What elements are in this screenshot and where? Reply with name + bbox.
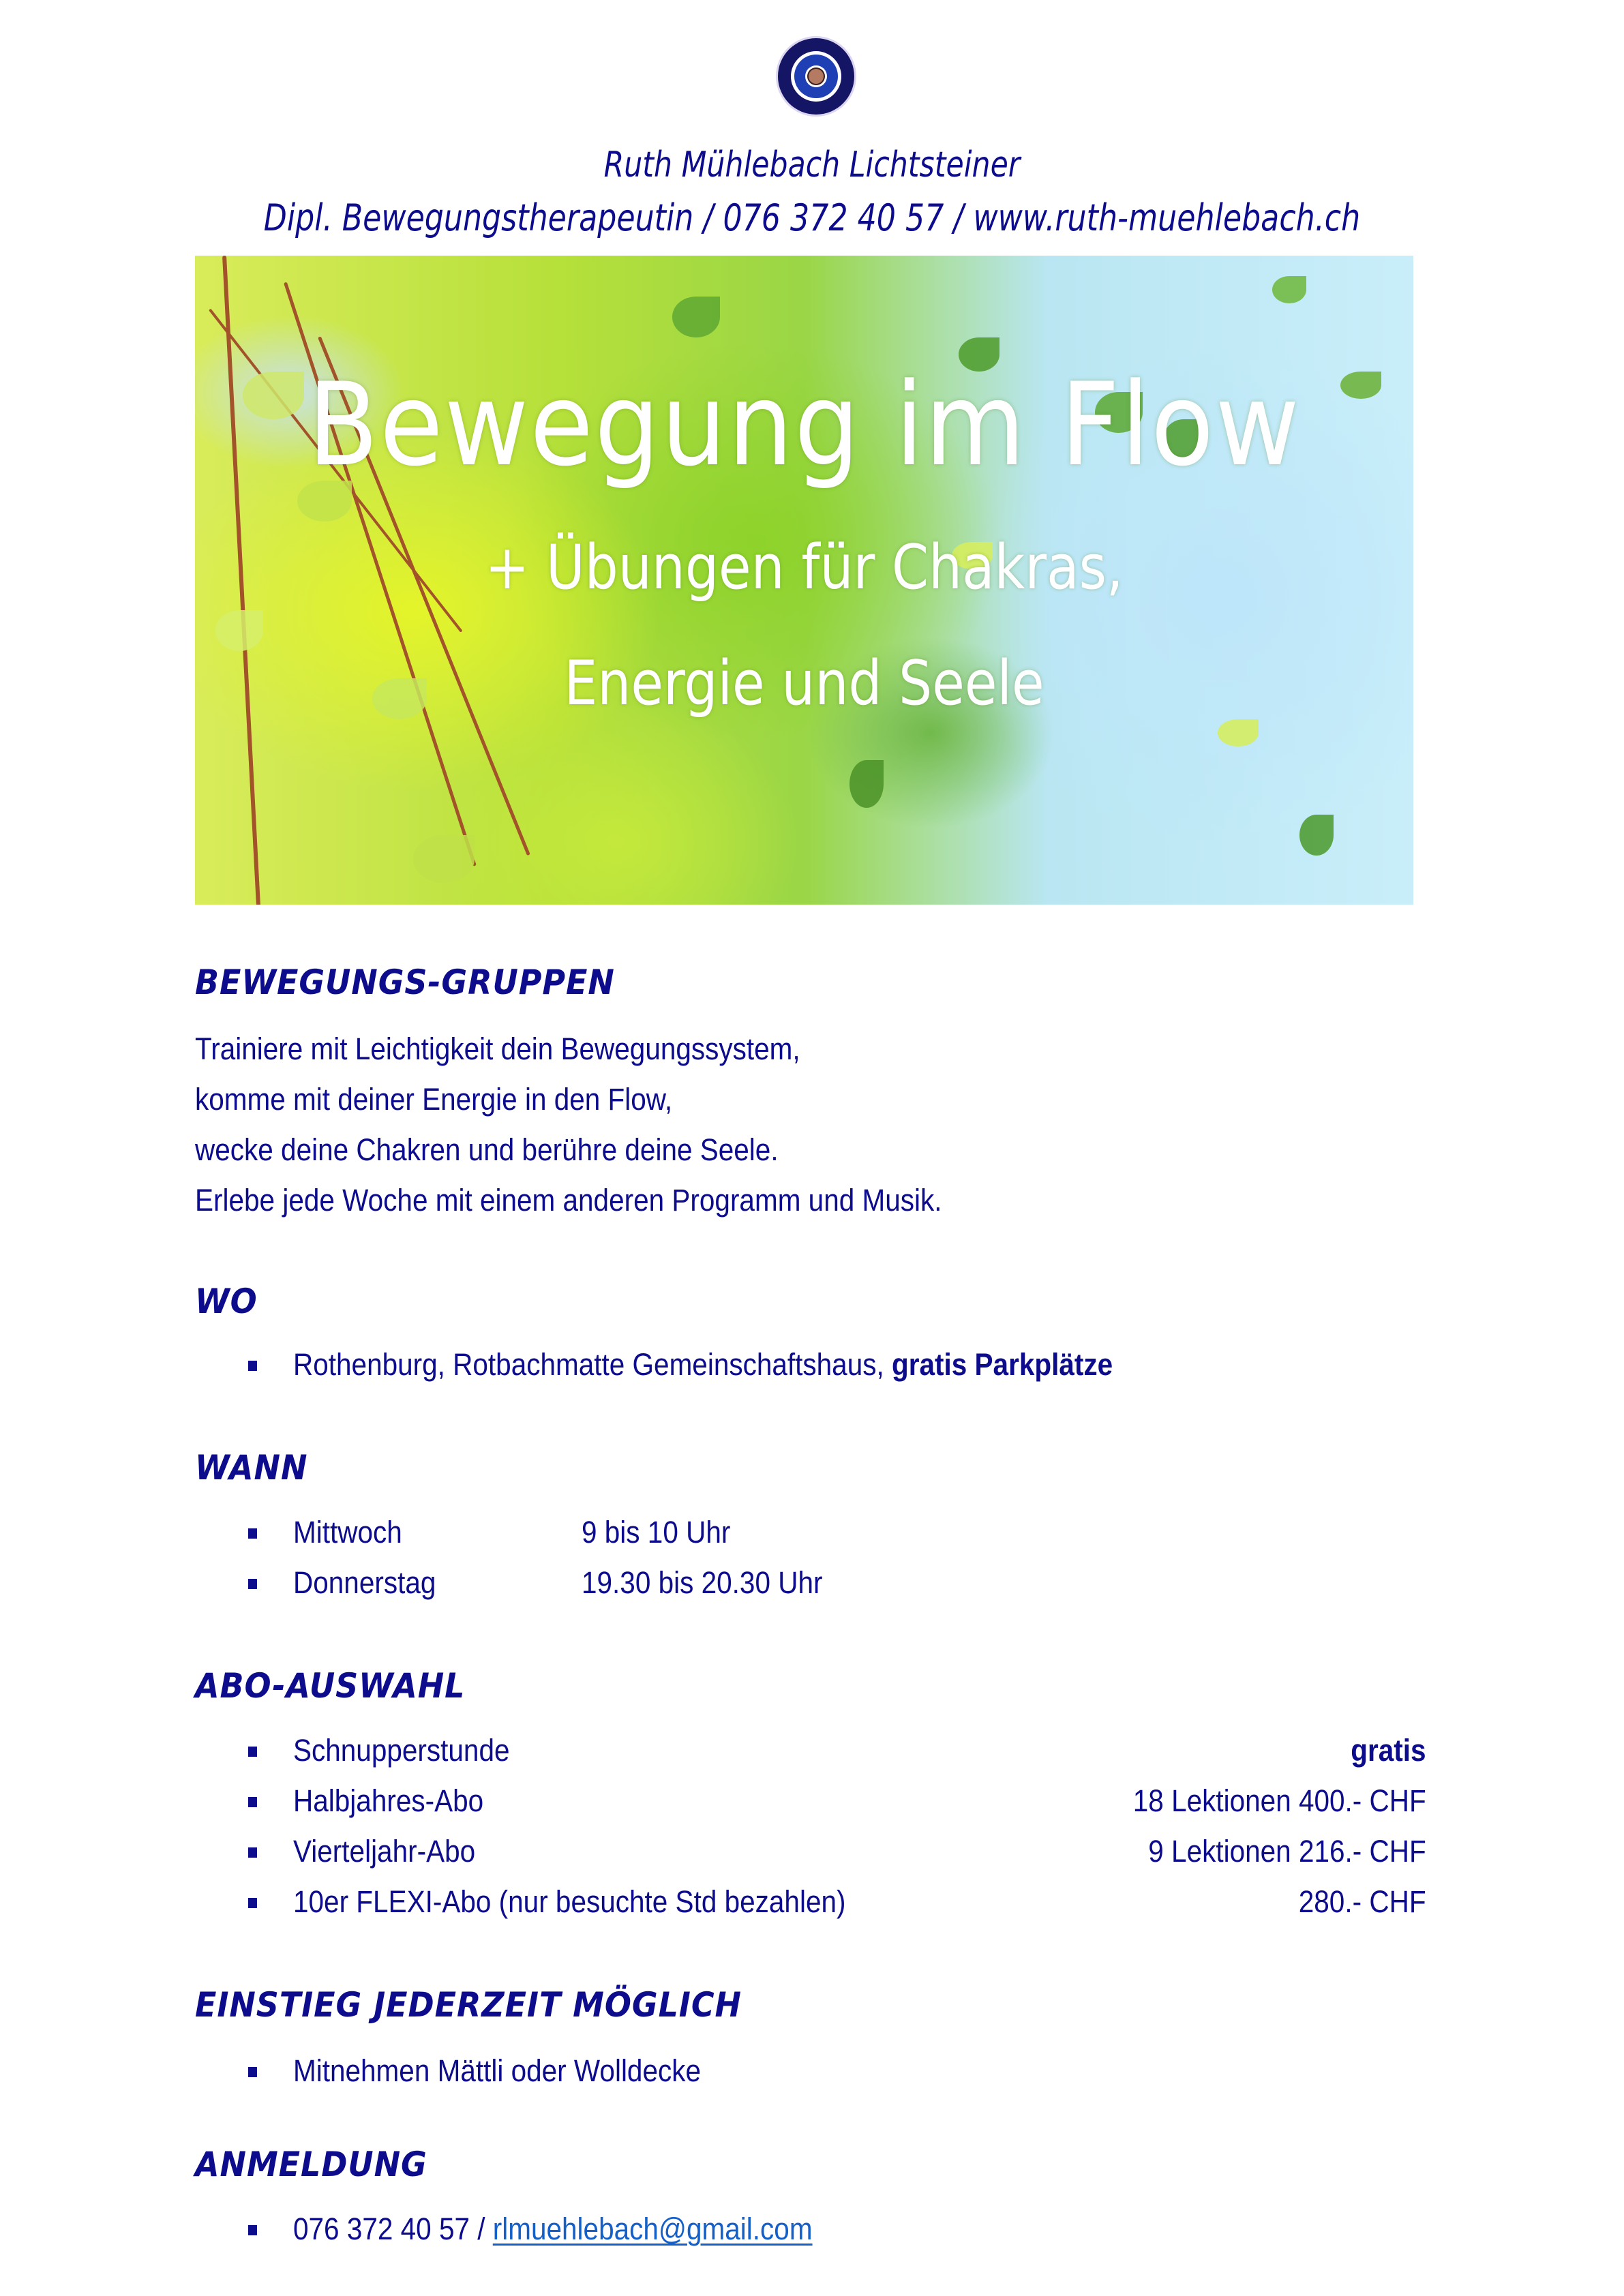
description-line: Erlebe jede Woche mit einem anderen Programm und Musik.: [195, 1183, 942, 1218]
banner-subtitle-line1: + Übungen für Chakras,: [485, 532, 1124, 603]
section-title-groups: BEWEGUNGS-GRUPPEN: [195, 963, 615, 1002]
banner-title: Bewegung im Flow: [307, 358, 1301, 492]
author-contact-line: Dipl. Bewegungstherapeutin / 076 372 40 57 / www.ruth-muehlebach.ch: [263, 196, 1361, 239]
section-title-when: WANN: [195, 1448, 308, 1487]
section-title-subscriptions: ABO-AUSWAHL: [195, 1666, 466, 1706]
leaf-decoration: [215, 610, 263, 651]
banner-image: [195, 256, 1413, 905]
leaf-decoration: [849, 760, 884, 808]
square-bullet-icon: [248, 1579, 257, 1589]
square-bullet-icon: [248, 1847, 257, 1858]
leaf-decoration: [672, 297, 720, 337]
subscription-price: 18 Lektionen 400.- CHF: [1132, 1783, 1426, 1818]
square-bullet-icon: [248, 1361, 257, 1371]
description-line: wecke deine Chakren und berühre deine Seele.: [195, 1132, 779, 1167]
subscription-price: gratis: [1351, 1733, 1426, 1768]
description-line: Trainiere mit Leichtigkeit dein Bewegungssystem,: [195, 1031, 800, 1066]
author-name: Ruth Mühlebach Lichtsteiner: [603, 145, 1021, 185]
leaf-decoration: [413, 835, 475, 883]
schedule-time: 19.30 bis 20.30 Uhr: [582, 1565, 823, 1600]
location-text: Rothenburg, Rotbachmatte Gemeinschaftshaus,: [293, 1347, 892, 1382]
concentric-circle-logo-icon: [778, 38, 854, 115]
section-title-where: WO: [195, 1282, 258, 1321]
groups-description: [195, 1024, 942, 1226]
leaf-decoration: [1218, 719, 1259, 746]
square-bullet-icon: [248, 1528, 257, 1539]
logo-core: [809, 69, 824, 84]
schedule-day: Mittwoch: [293, 1515, 402, 1550]
registration-phone: 076 372 40 57 /: [293, 2211, 493, 2246]
section-title-registration: ANMELDUNG: [195, 2145, 427, 2184]
section-title-entry: EINSTIEG JEDERZEIT MÖGLICH: [195, 1985, 742, 2025]
square-bullet-icon: [248, 2067, 257, 2077]
square-bullet-icon: [248, 1898, 257, 1908]
schedule-day: Donnerstag: [293, 1565, 436, 1600]
banner-subtitle-line2: Energie und Seele: [564, 648, 1044, 719]
square-bullet-icon: [248, 1797, 257, 1807]
entry-note: Mitnehmen Mättli oder Wolldecke: [293, 2053, 702, 2088]
schedule-time: 9 bis 10 Uhr: [582, 1515, 731, 1550]
square-bullet-icon: [248, 2225, 257, 2235]
subscription-name: 10er FLEXI-Abo (nur besuchte Std bezahlen): [293, 1884, 846, 1919]
subscription-name: Schnupperstunde: [293, 1733, 510, 1768]
subscription-name: Vierteljahr-Abo: [293, 1834, 476, 1869]
subscription-name: Halbjahres-Abo: [293, 1783, 484, 1818]
parking-note: gratis Parkplätze: [891, 1347, 1113, 1382]
subscription-price: 9 Lektionen 216.- CHF: [1148, 1834, 1426, 1869]
square-bullet-icon: [248, 1747, 257, 1757]
subscription-price: 280.- CHF: [1299, 1884, 1426, 1919]
description-line: komme mit deiner Energie in den Flow,: [195, 1082, 673, 1117]
email-link[interactable]: rlmuehlebach@gmail.com: [492, 2211, 813, 2246]
leaf-decoration: [1272, 276, 1306, 303]
leaf-decoration: [1299, 815, 1334, 856]
